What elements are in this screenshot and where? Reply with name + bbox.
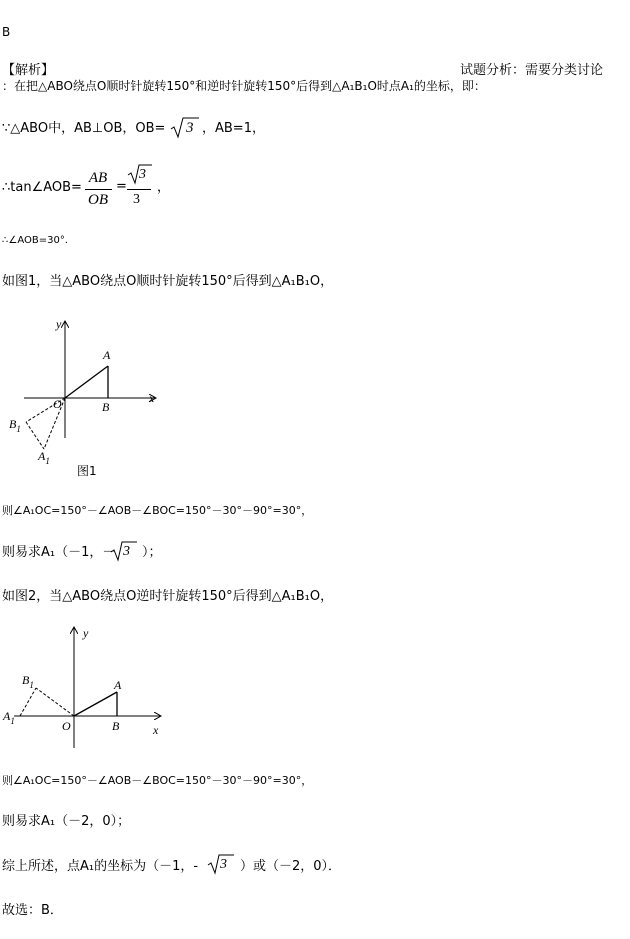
fig2-a1-subscript: 1 [10, 716, 15, 726]
fig1-a1-letter: A [38, 449, 46, 463]
summary-a: 综上所述，点A₁的坐标为（－1，- [2, 859, 199, 874]
fig1-b1-letter: B [9, 417, 17, 431]
fig1-y-label: y [56, 317, 62, 331]
fig1-caption: 图1 [77, 464, 97, 478]
fig1-angle-line: 则∠A₁OC=150°－∠AOB－∠BOC=150°－30°－90°=30°， [2, 504, 313, 517]
fig2-x-label: x [153, 723, 159, 737]
fig1-x-label: x [149, 391, 155, 405]
fig1-point-a-label: A [103, 348, 111, 362]
sqrt-radicand: 3 [123, 544, 130, 559]
sqrt-symbol [170, 116, 200, 140]
fig1-origin-label: O [53, 397, 62, 411]
fig2-b1-subscript: 1 [29, 680, 34, 690]
sqrt-radicand: 3 [186, 120, 194, 136]
fraction-bar [85, 189, 112, 190]
fig1-a1-subscript: 1 [45, 456, 50, 466]
tan-line-a: ∴tan∠AOB= [2, 180, 82, 195]
fig2-point-a-label: A [114, 678, 122, 692]
frac-numerator: AB [88, 170, 108, 186]
fig1-coord-a: 则易求A₁（－1，－ [2, 545, 116, 560]
analysis-heading: 【解析】 [2, 63, 55, 78]
fig2-point-b-label: B [112, 719, 120, 733]
fig1-intro: 如图1，当△ABO绕点O顺时针旋转150°后得到△A₁B₁O， [2, 274, 334, 289]
condition-line-b: ，AB=1， [202, 121, 265, 136]
fig1-point-b-label: B [102, 400, 110, 414]
fraction-bar [127, 189, 151, 190]
fig1-point-a1-label [38, 449, 50, 466]
summary-b: ）或（－2，0）． [240, 859, 342, 874]
fig1-b1-subscript: 1 [16, 424, 21, 434]
intro-line: ：在把△ABO绕点O顺时针旋转150°和逆时针旋转150°后得到△A₁B₁O时点A₁的坐标，即： [2, 79, 486, 93]
fig2-b1-letter: B [22, 673, 30, 687]
fig2-point-b1-label [22, 673, 34, 690]
fig2-a1-letter: A [3, 709, 11, 723]
fig2-coord-line: 则易求A₁（－2，0）； [2, 814, 131, 829]
answer-label: B [2, 25, 11, 39]
equals-sign: = [116, 179, 127, 194]
fig1-point-b1-label [9, 417, 21, 434]
fig1-coord-b: ）； [142, 545, 162, 560]
angle-result: ∴∠AOB=30°． [2, 235, 75, 246]
condition-line-a: ∵△ABO中，AB⊥OB，OB= [2, 121, 166, 136]
fig2-angle-line: 则∠A₁OC=150°－∠AOB－∠BOC=150°－30°－90°=30°， [2, 774, 313, 787]
frac-denominator: 3 [133, 192, 140, 207]
analysis-note: 试题分析：需要分类讨论 [460, 63, 604, 78]
final-answer: 故选：B． [2, 903, 63, 918]
fig2-point-a1-label [3, 709, 15, 726]
fig2-origin-label: O [62, 719, 71, 733]
sqrt-radicand: 3 [139, 167, 146, 182]
frac-denominator: OB [88, 192, 108, 208]
fig2-y-label: y [83, 626, 89, 640]
fig2-intro: 如图2，当△ABO绕点O逆时针旋转150°后得到△A₁B₁O， [2, 589, 334, 604]
comma: ， [157, 180, 171, 195]
sqrt-radicand: 3 [220, 857, 227, 872]
